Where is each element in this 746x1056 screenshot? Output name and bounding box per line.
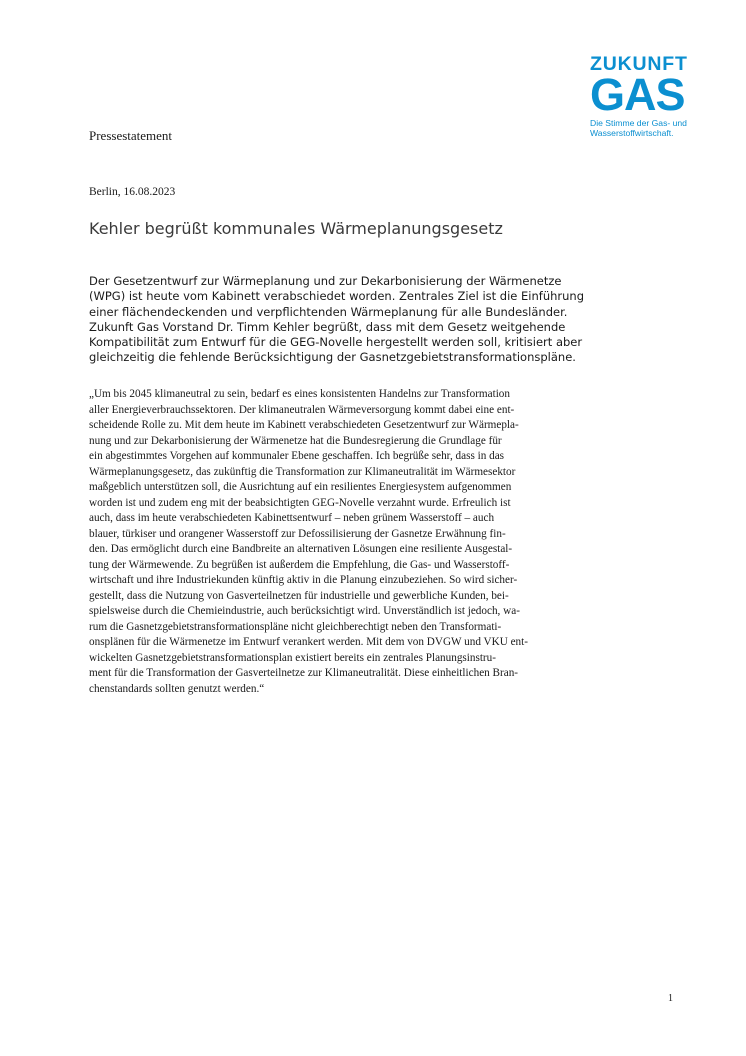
logo-tagline-line1: Die Stimme der Gas- und: [590, 118, 687, 128]
logo-wordmark-main: GAS: [590, 69, 685, 120]
dateline: Berlin, 16.08.2023: [89, 186, 176, 198]
quote-line: ein abgestimmtes Vorgehen auf kommunaler Ebene geschaffen. Ich begrüße sehr, dass in das: [89, 450, 505, 462]
quote-line: scheidende Rolle zu. Mit dem heute im Kabinett verabschiedeten Gesetzentwurf zur Wärmepla-: [89, 419, 519, 431]
quote-line: gestellt, dass die Nutzung von Gasverteilnetzen für industrielle und gewerbliche Kunden, bei-: [89, 589, 509, 602]
lead-line: (WPG) ist heute vom Kabinett verabschiedet worden. Zentrales Ziel ist die Einführung: [89, 289, 585, 304]
quote-line: „Um bis 2045 klimaneutral zu sein, bedarf es eines konsistenten Handelns zur Transformation: [89, 388, 510, 400]
quote-paragraph: [89, 387, 609, 697]
quote-line: ment für die Transformation der Gasverteilnetze zur Klimaneutralität. Diese einheitlichen Bran-: [89, 667, 519, 679]
logo-tagline-line2: Wasserstoffwirtschaft.: [590, 128, 674, 138]
quote-line: wirtschaft und ihre Industriekunden künftig aktiv in die Planung einzubeziehen. So wird sicher-: [89, 574, 518, 586]
quote-line: onsplänen für die Wärmenetze im Entwurf verankert werden. Mit dem von DVGW und VKU ent-: [89, 636, 528, 648]
quote-line: chenstandards sollten genutzt werden.“: [89, 682, 265, 695]
quote-line: wickelten Gasnetzgebietstransformationsplan existiert bereits ein zentrales Planungsinstru-: [89, 651, 496, 664]
quote-line: Wärmeplanungsgesetz, das zukünftig die Transformation zur Klimaneutralität im Wärmesektor: [89, 465, 516, 478]
quote-line: maßgeblich unterstützen soll, die Ausrichtung auf ein resilientes Energiesystem aufgenommen: [89, 481, 512, 493]
page-number: 1: [668, 993, 673, 1004]
zukunft-gas-logo: [590, 54, 700, 138]
lead-paragraph: [89, 274, 609, 366]
headline: Kehler begrüßt kommunales Wärmeplanungsgesetz: [89, 219, 503, 238]
quote-line: spielsweise durch die Chemieindustrie, auch berücksichtigt wird. Unverständlich ist jedoch, wa-: [89, 605, 520, 617]
quote-line: blauer, türkiser und orangener Wasserstoff zur Defossilisierung der Gasnetze Erwähnung fin-: [89, 527, 506, 540]
quote-line: aller Energieverbrauchssektoren. Der klimaneutralen Wärmeversorgung kommt dabei eine ent-: [89, 403, 515, 416]
lead-line: Kompatibilität zum Entwurf für die GEG-Novelle hergestellt werden soll, kritisiert aber: [89, 335, 583, 350]
document-type: Pressestatement: [89, 128, 173, 143]
quote-line: den. Das ermöglicht durch eine Bandbreite an alternativen Lösungen eine resiliente Ausgestal-: [89, 543, 513, 555]
quote-line: rum die Gasnetzgebietstransformationspläne nicht gleichberechtigt neben den Transformati-: [89, 620, 502, 633]
quote-line: nung und zur Dekarbonisierung der Wärmenetze hat die Bundesregierung die Grundlage für: [89, 434, 502, 447]
lead-line: Zukunft Gas Vorstand Dr. Timm Kehler begrüßt, dass mit dem Gesetz weitgehende: [89, 319, 566, 334]
quote-line: tung der Wärmewende. Zu begrüßen ist außerdem die Empfehlung, die Gas- und Wasserstoff-: [89, 558, 510, 571]
lead-line: Der Gesetzentwurf zur Wärmeplanung und zur Dekarbonisierung der Wärmenetze: [89, 274, 562, 288]
quote-line: worden ist und zudem eng mit der beabsichtigten GEG-Novelle verzahnt wurde. Erfreulich ist: [89, 496, 511, 509]
lead-line: einer flächendeckenden und verpflichtenden Wärmeplanung für alle Bundesländer.: [89, 304, 568, 319]
logo-wordmark-top: ZUKUNFT: [590, 53, 688, 75]
quote-line: auch, dass im heute verabschiedeten Kabinettsentwurf – neben grünem Wasserstoff – auch: [89, 512, 495, 524]
lead-line: gleichzeitig die fehlende Berücksichtigung der Gasnetzgebietstransformationspläne.: [89, 350, 576, 365]
